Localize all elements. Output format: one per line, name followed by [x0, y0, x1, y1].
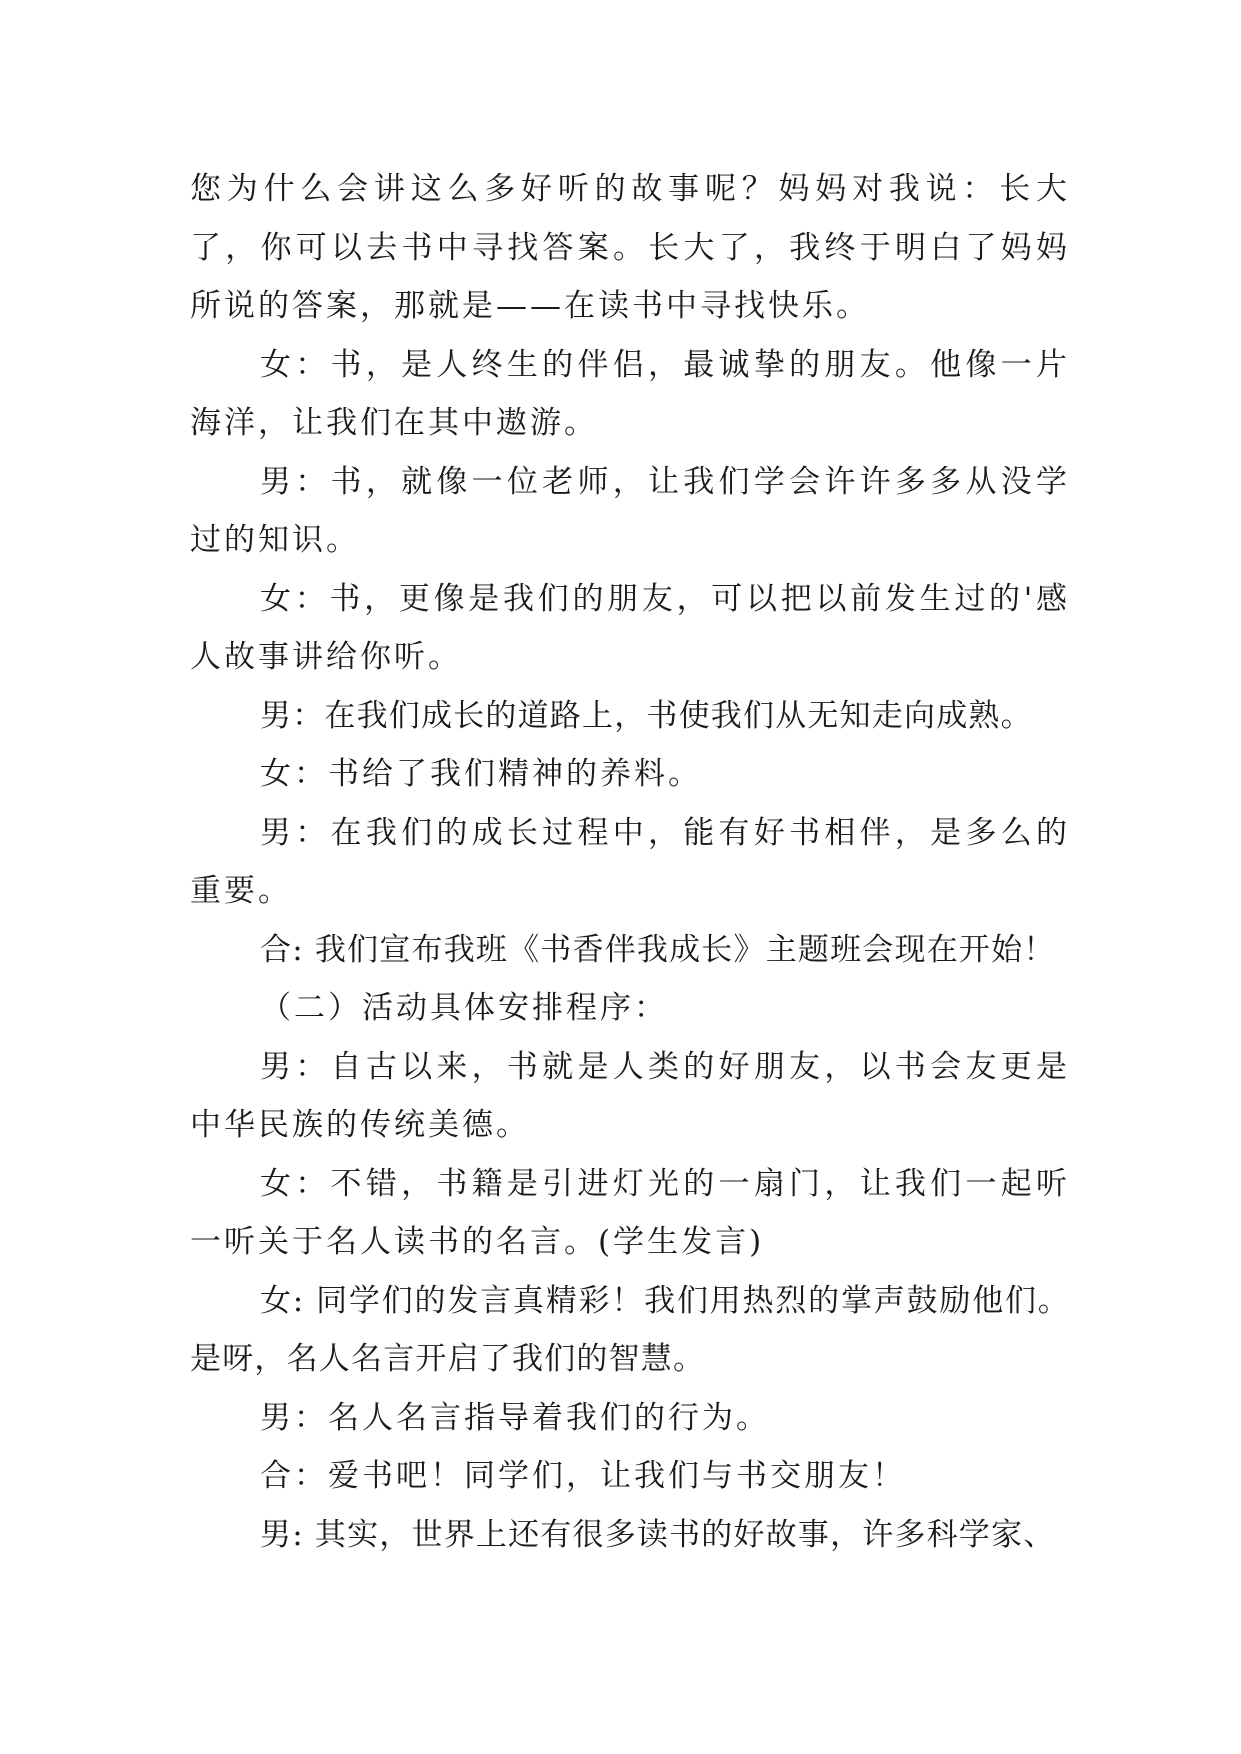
paragraph-together-1: 合: 我们宣布我班《书香伴我成长》主题班会现在开始！	[260, 931, 1056, 968]
paragraph-female-2: 女：书，更像是我们的朋友，可以把以前发生过的'感人故事讲给你听。	[190, 580, 1070, 675]
paragraph-male-6: 男: 其实，世界上还有很多读书的好故事，许多科学家、	[260, 1516, 1056, 1553]
paragraph-female-3: 女：书给了我们精神的养料。	[260, 756, 702, 792]
paragraph-female-4: 女：不错，书籍是引进灯光的一扇门，让我们一起听一听关于名人读书的名言。(学生发言)	[190, 1165, 1070, 1260]
paragraph-male-4: 男：自古以来，书就是人类的好朋友，以书会友更是中华民族的传统美德。	[190, 1048, 1070, 1143]
paragraph-male-1: 男：书，就像一位老师，让我们学会许许多多从没学过的知识。	[190, 463, 1070, 558]
paragraph-male-5: 男：名人名言指导着我们的行为。	[260, 1399, 770, 1436]
paragraph-female-5: 女: 同学们的发言真精彩！我们用热烈的掌声鼓励他们。是呀，名人名言开启了我们的智慧。	[190, 1282, 1070, 1377]
paragraph-male-2: 男：在我们成长的道路上，书使我们从无知走向成熟。	[260, 697, 1033, 734]
paragraph-male-3: 男：在我们的成长过程中，能有好书相伴，是多么的重要。	[190, 814, 1070, 909]
paragraph-female-1: 女：书，是人终生的伴侣，最诚挚的朋友。他像一片海洋，让我们在其中遨游。	[190, 346, 1070, 441]
document-body	[190, 160, 1070, 1564]
paragraph-intro: 您为什么会讲这么多好听的故事呢？妈妈对我说：长大了，你可以去书中寻找答案。长大了，我终于明白了妈妈所说的答案，那就是——在读书中寻找快乐。	[190, 171, 1070, 324]
paragraph-together-2: 合：爱书吧！同学们，让我们与书交朋友！	[260, 1458, 906, 1494]
paragraph-section-heading: （二）活动具体安排程序：	[260, 990, 668, 1026]
